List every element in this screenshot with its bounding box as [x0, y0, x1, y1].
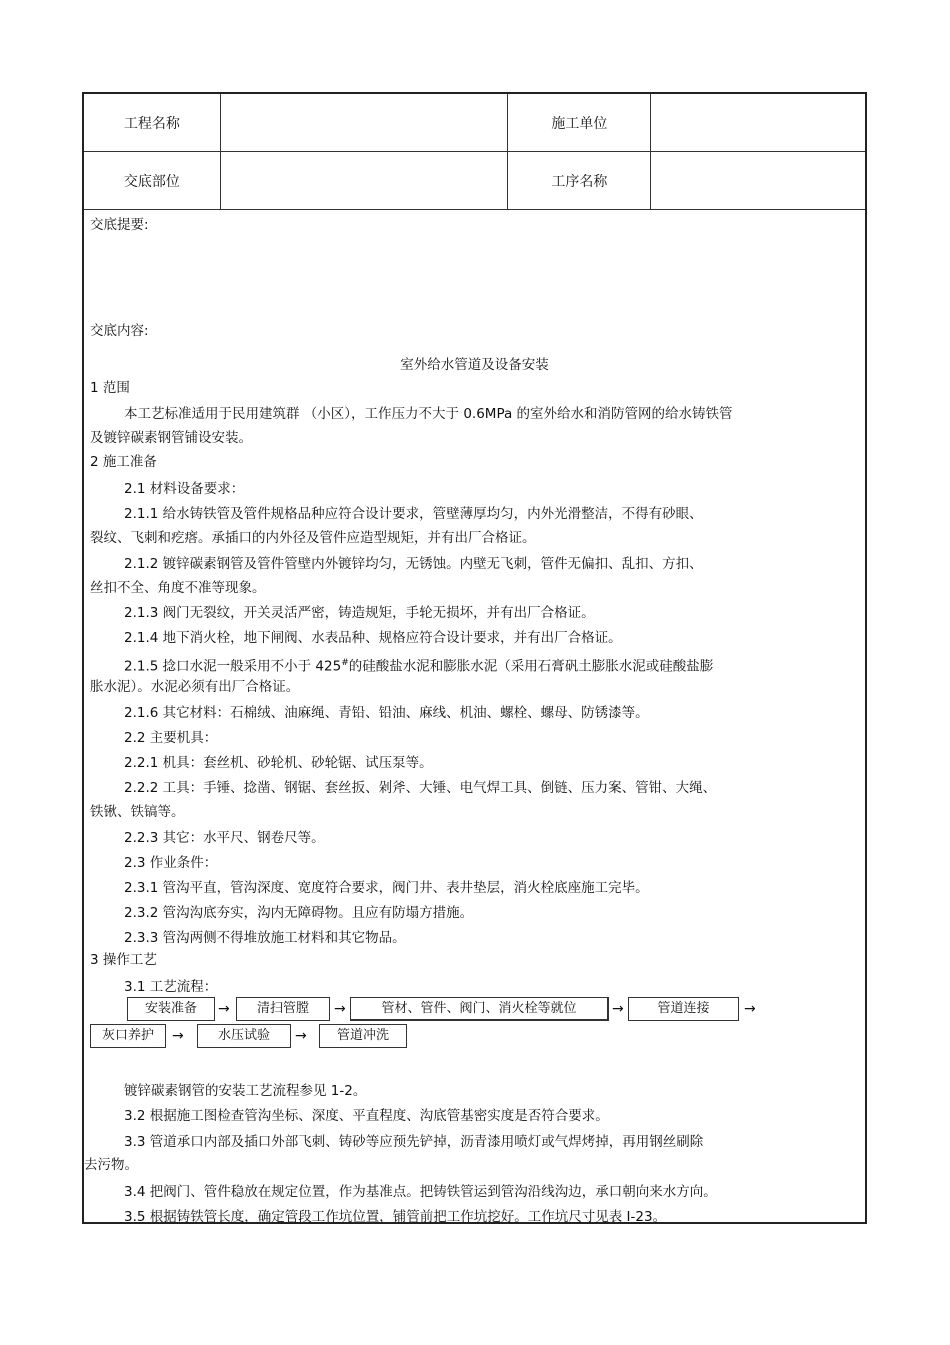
item-2-3-2: 2.3.2 管沟沟底夯实，沟内无障碍物。且应有防塌方措施。 — [124, 905, 474, 921]
section-2-3-heading: 2.3 作业条件： — [124, 855, 218, 871]
item-2-1-5-line1 — [124, 654, 713, 676]
section-2-heading: 2 施工准备 — [90, 454, 157, 470]
item-2-1-5-superscript: # — [341, 658, 349, 668]
item-2-1-5-text-a: 2.1.5 捻口水泥一般采用不小于 425 — [124, 658, 342, 675]
flow-step-cure: 灰口养护 — [90, 1024, 166, 1048]
item-2-1-1-line1: 2.1.1 给水铸铁管及管件规格品种应符合设计要求，管壁薄厚均匀，内外光滑整洁，不得有砂眼、 — [124, 506, 703, 522]
flow-step-flush: 管道冲洗 — [319, 1024, 407, 1048]
flow-reference-note: 镀锌碳素钢管的安装工艺流程参见 1-2。 — [124, 1083, 367, 1099]
item-2-2-3: 2.2.3 其它：水平尺、钢卷尺等。 — [124, 830, 325, 846]
location-label: 交底部位 — [84, 152, 220, 210]
flow-step-prepare: 安装准备 — [127, 997, 215, 1021]
document-title: 室外给水管道及设备安装 — [400, 357, 549, 373]
item-2-1-2-line1: 2.1.2 镀锌碳素钢管及管件管壁内外镀锌均匀，无锈蚀。内壁无飞刺，管件无偏扣、乱扣、方扣、 — [124, 556, 703, 572]
item-3-3-line1: 3.3 管道承口内部及插口外部飞刺、铸砂等应预先铲掉，沥青漆用喷灯或气焊烤掉，再用钢丝刷除 — [124, 1134, 704, 1150]
paragraph-scope-line2: 及镀锌碳素钢管铺设安装。 — [90, 430, 252, 446]
item-2-3-1: 2.3.1 管沟平直，管沟深度、宽度符合要求，阀门井、表井垫层，消火栓底座施工完毕。 — [124, 880, 649, 896]
item-3-4: 3.4 把阀门、管件稳放在规定位置，作为基准点。把铸铁管运到管沟沿线沟边，承口朝向来水方向。 — [124, 1184, 717, 1200]
section-1-heading: 1 范围 — [90, 380, 130, 396]
process-name-label: 工序名称 — [508, 152, 651, 210]
item-2-3-3: 2.3.3 管沟两侧不得堆放施工材料和其它物品。 — [124, 930, 406, 946]
flow-step-clean: 清扫管膛 — [236, 997, 330, 1021]
flow-step-connect: 管道连接 — [628, 997, 739, 1021]
construction-unit-label: 施工单位 — [508, 94, 651, 152]
flow-arrow: → — [218, 1001, 230, 1017]
item-2-1-3: 2.1.3 阀门无裂纹，开关灵活严密，铸造规矩，手轮无损坏，并有出厂合格证。 — [124, 605, 595, 621]
item-2-1-5-line2: 胀水泥）。水泥必须有出厂合格证。 — [90, 679, 300, 695]
item-2-1-2-line2: 丝扣不全、角度不准等现象。 — [90, 580, 266, 596]
item-2-2-2-line1: 2.2.2 工具：手锤、捻凿、钢锯、套丝扳、剁斧、大锤、电气焊工具、倒链、压力案、管钳、大绳、 — [124, 780, 717, 796]
item-2-1-1-line2: 裂纹、飞刺和疙瘩。承插口的内外径及管件应造型规矩，并有出厂合格证。 — [90, 530, 536, 546]
flow-arrow: → — [172, 1028, 184, 1044]
header-row-1 — [84, 94, 865, 152]
document-frame — [82, 92, 867, 1225]
location-field — [220, 152, 508, 210]
item-2-2-2-line2: 铁锹、铁镐等。 — [90, 804, 185, 820]
item-2-1-6: 2.1.6 其它材料：石棉绒、油麻绳、青铅、铅油、麻线、机油、螺栓、螺母、防锈漆等。 — [124, 705, 649, 721]
process-name-field — [651, 152, 865, 210]
item-3-5: 3.5 根据铸铁管长度，确定管段工作坑位置，铺管前把工作坑挖好。工作坑尺寸见表 I-23。 — [124, 1209, 667, 1225]
project-name-label: 工程名称 — [84, 94, 220, 152]
section-3-heading: 3 操作工艺 — [90, 952, 157, 968]
frame-bottom-border — [82, 1222, 867, 1224]
flow-step-position: 管材、管件、阀门、消火栓等就位 — [350, 997, 609, 1021]
item-3-2: 3.2 根据施工图检查管沟坐标、深度、平直程度、沟底管基密实度是否符合要求。 — [124, 1108, 609, 1124]
item-3-3-line2: 去污物。 — [84, 1157, 138, 1173]
construction-unit-field — [651, 94, 865, 152]
flow-step-pressure-test: 水压试验 — [197, 1024, 291, 1048]
flow-arrow: → — [744, 1001, 756, 1017]
section-2-1-heading: 2.1 材料设备要求： — [124, 481, 245, 497]
flow-arrow: → — [334, 1001, 346, 1017]
project-name-field — [220, 94, 508, 152]
header-table — [84, 94, 865, 210]
item-2-2-1: 2.2.1 机具：套丝机、砂轮机、砂轮锯、试压泵等。 — [124, 755, 433, 771]
item-2-1-4: 2.1.4 地下消火栓，地下闸阀、水表品种、规格应符合设计要求，并有出厂合格证。 — [124, 630, 622, 646]
section-2-2-heading: 2.2 主要机具： — [124, 730, 218, 746]
header-row-2 — [84, 152, 865, 210]
flow-arrow: → — [295, 1028, 307, 1044]
content-label: 交底内容: — [90, 323, 149, 339]
flow-arrow: → — [612, 1001, 624, 1017]
item-2-1-5-text-b: 的硅酸盐水泥和膨胀水泥（采用石膏矾土膨胀水泥或硅酸盐膨 — [348, 658, 714, 675]
section-3-1-heading: 3.1 工艺流程： — [124, 979, 218, 995]
paragraph-scope-line1: 本工艺标准适用于民用建筑群 （小区），工作压力不大于 0.6MPa 的室外给水和消防管网的给水铸铁管 — [124, 406, 733, 422]
summary-label: 交底提要: — [90, 217, 149, 233]
